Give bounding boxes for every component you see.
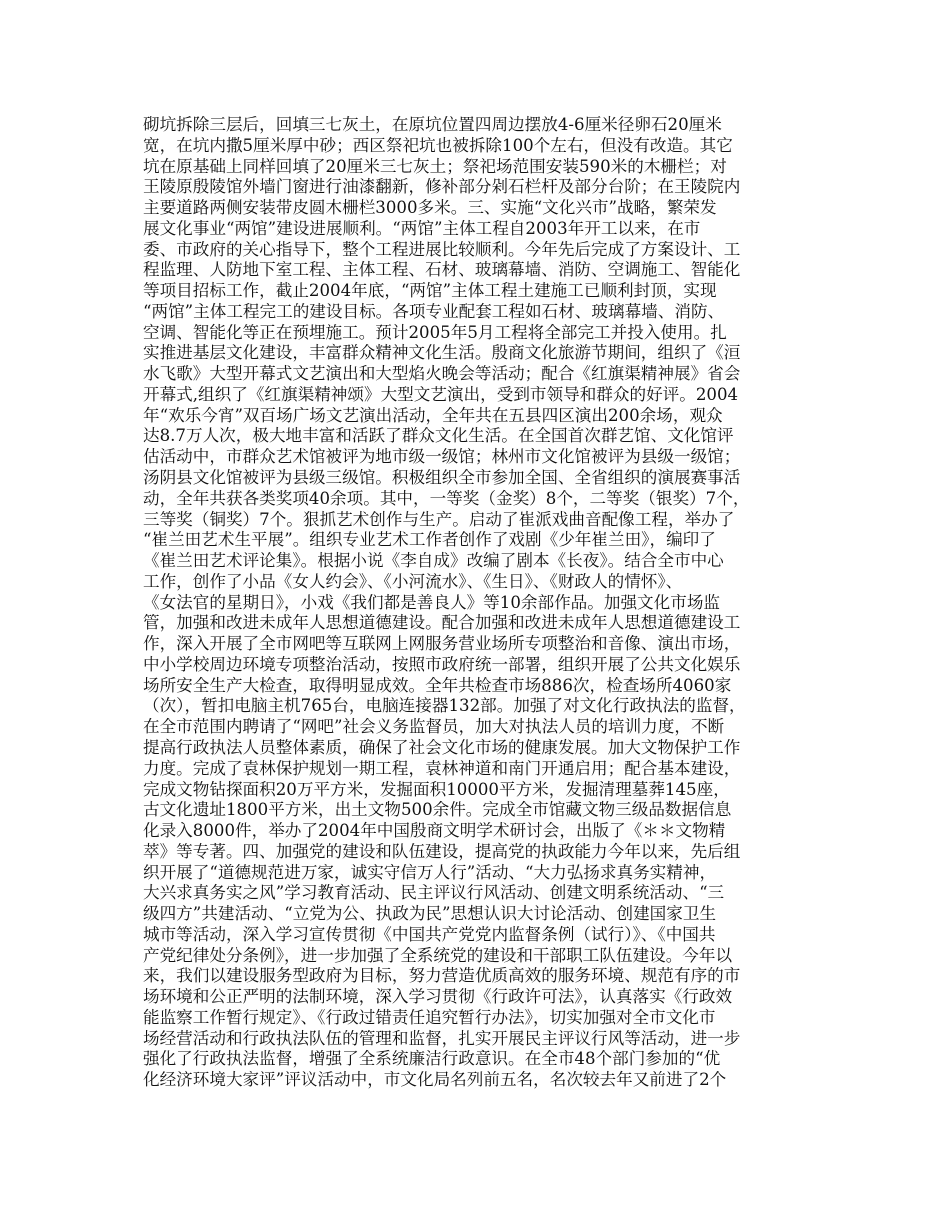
text-line: 能监察工作暂行规定》、《行政过错责任追究暂行办法》，切实加强对全市文化市 [143, 1007, 716, 1027]
text-line: 三等奖（铜奖）7个。狠抓艺术创作与生产。启动了崔派戏曲音配像工程，举办了 [143, 509, 735, 529]
text-line: 砌坑拆除三层后，回填三七灰土，在原坑位置四周边摆放4-6厘米径卵石20厘米 [143, 115, 722, 134]
text-line: “崔兰田艺术生平展”。组织专业艺术工作者创作了戏剧《少年崔兰田》，编印了 [143, 530, 716, 550]
text-line: 《崔兰田艺术评论集》。根据小说《李自成》改编了剧本《长夜》。结合全市中心 [143, 551, 724, 571]
text-line: 汤阴县文化馆被评为县级三级馆。积极组织全市参加全国、全省组织的演展赛事活 [143, 468, 741, 488]
text-line: 织开展了“道德规范进万家，诚实守信万人行”活动、“大力弘扬求真务实精神， [143, 862, 717, 882]
text-line: 年“欢乐今宵”双百场广场文艺演出活动，全年共在五县四区演出200余场，观众 [143, 405, 723, 425]
text-line: 场环境和公正严明的法制环境，深入学习贯彻《行政许可法》，认真落实《行政效 [143, 987, 733, 1007]
text-line: 大兴求真务实之风”学习教育活动、民主评议行风活动、创建文明系统活动、“三 [143, 883, 725, 903]
text-line: 强化了行政执法监督，增强了全系统廉洁行政意识。在全市48个部门参加的“优 [143, 1049, 721, 1069]
text-line: 王陵原殷陵馆外墙门窗进行油漆翻新，修补部分剁石栏杆及部分台阶；在王陵院内 [143, 177, 741, 197]
text-line: 水飞歌》大型开幕式文艺演出和大型焰火晚会等活动；配合《红旗渠精神展》省会 [143, 364, 741, 384]
text-line: 古文化遗址1800平方米，出土文物500余件。完成全市馆藏文物三级品数据信息 [143, 800, 732, 820]
text-line: 估活动中，市群众艺术馆被评为地市级一级馆；林州市文化馆被评为县级一级馆； [143, 447, 741, 467]
text-line: 空调、智能化等正在预埋施工。预计2005年5月工程将全部完工并投入使用。扎 [143, 322, 727, 342]
text-line: 展文化事业“两馆”建设进展顺利。“两馆”主体工程自2003年开工以来，在市 [143, 218, 701, 238]
text-line: 实推进基层文化建设，丰富群众精神文化生活。殷商文化旅游节期间，组织了《洹 [143, 343, 741, 363]
text-line: 化录入8000件，举办了2004年中国殷商文明学术研讨会，出版了《＊＊文物精 [143, 821, 726, 841]
text-line: “两馆”主体工程完工的建设目标。各项专业配套工程如石材、玻璃幕墙、消防、 [143, 301, 725, 321]
text-line: （次），暂扣电脑主机765台，电脑连接器132部。加强了对文化行政执法的监督， [143, 696, 746, 716]
text-line: 开幕式,组织了《红旗渠精神颂》大型文艺演出，受到市领导和群众的好评。2004 [143, 384, 739, 404]
text-line: 完成文物钻探面积20万平方米，发掘面积10000平方米，发掘清理墓葬145座， [143, 779, 730, 799]
text-line: 场经营活动和行政执法队伍的管理和监督，扎实开展民主评议行风等活动，进一步 [143, 1028, 741, 1048]
text-line: 工作，创作了小品《女人约会》、《小河流水》、《生日》、《财政人的情怀》、 [143, 571, 683, 591]
text-line: 动，全年共获各类奖项40余项。其中，一等奖（金奖）8个，二等奖（银奖）7个， [143, 488, 750, 508]
text-line: 等项目招标工作，截止2004年底，“两馆”主体工程土建施工已顺利封顶，实现 [143, 281, 717, 301]
text-line: 产党纪律处分条例》，进一步加强了全系统党的建设和干部职工队伍建设。今年以 [143, 945, 733, 965]
text-line: 萃》等专著。四、加强党的建设和队伍建设，提高党的执政能力今年以来，先后组 [143, 841, 741, 861]
text-line: 城市等活动，深入学习宣传贯彻《中国共产党党内监督条例（试行）》、《中国共 [143, 924, 716, 944]
text-line: 达8.7万人次，极大地丰富和活跃了群众文化生活。在全国首次群艺馆、文化馆评 [143, 426, 734, 446]
text-line: 程监理、人防地下室工程、主体工程、石材、玻璃幕墙、消防、空调施工、智能化 [143, 260, 741, 280]
text-line: 力度。完成了袁林保护规划一期工程，袁林神道和南门开通启用；配合基本建设， [143, 758, 741, 778]
text-line: 主要道路两侧安装带皮圆木栅栏3000多米。三、实施“文化兴市”战略，繁荣发 [143, 198, 717, 218]
text-line: 坑在原基础上同样回填了20厘米三七灰土；祭祀场范围安装590米的木栅栏；对 [143, 156, 727, 176]
text-line: 宽，在坑内撒5厘米厚中砂；西区祭祀坑也被拆除100个左右，但没有改造。其它 [143, 135, 733, 155]
body-text [143, 115, 823, 1091]
text-line: 在全市范围内聘请了“网吧”社会义务监督员，加大对执法人员的培训力度，不断 [143, 717, 725, 737]
text-line: 作，深入开展了全市网吧等互联网上网服务营业场所专项整治和音像、演出市场， [143, 634, 741, 654]
text-line: 化经济环境大家评”评议活动中，市文化局名列前五名，名次较去年又前进了2个 [143, 1070, 727, 1090]
text-line: 《女法官的星期日》，小戏《我们都是善良人》等10余部作品。加强文化市场监 [143, 592, 721, 612]
text-line: 提高行政执法人员整体素质，确保了社会文化市场的健康发展。加大文物保护工作 [143, 737, 741, 757]
text-line: 委、市政府的关心指导下，整个工程进展比较顺利。今年先后完成了方案设计、工 [143, 239, 741, 259]
text-line: 中小学校周边环境专项整治活动，按照市政府统一部署，组织开展了公共文化娱乐 [143, 654, 741, 674]
text-line: 来，我们以建设服务型政府为目标，努力营造优质高效的服务环境、规范有序的市 [143, 966, 741, 986]
text-line: 级四方”共建活动、“立党为公、执政为民”思想认识大讨论活动、创建国家卫生 [143, 904, 717, 924]
text-line: 管，加强和改进未成年人思想道德建设。配合加强和改进未成年人思想道德建设工 [143, 613, 741, 633]
text-line: 场所安全生产大检查，取得明显成效。全年共检查市场886次，检查场所4060家 [143, 675, 732, 695]
